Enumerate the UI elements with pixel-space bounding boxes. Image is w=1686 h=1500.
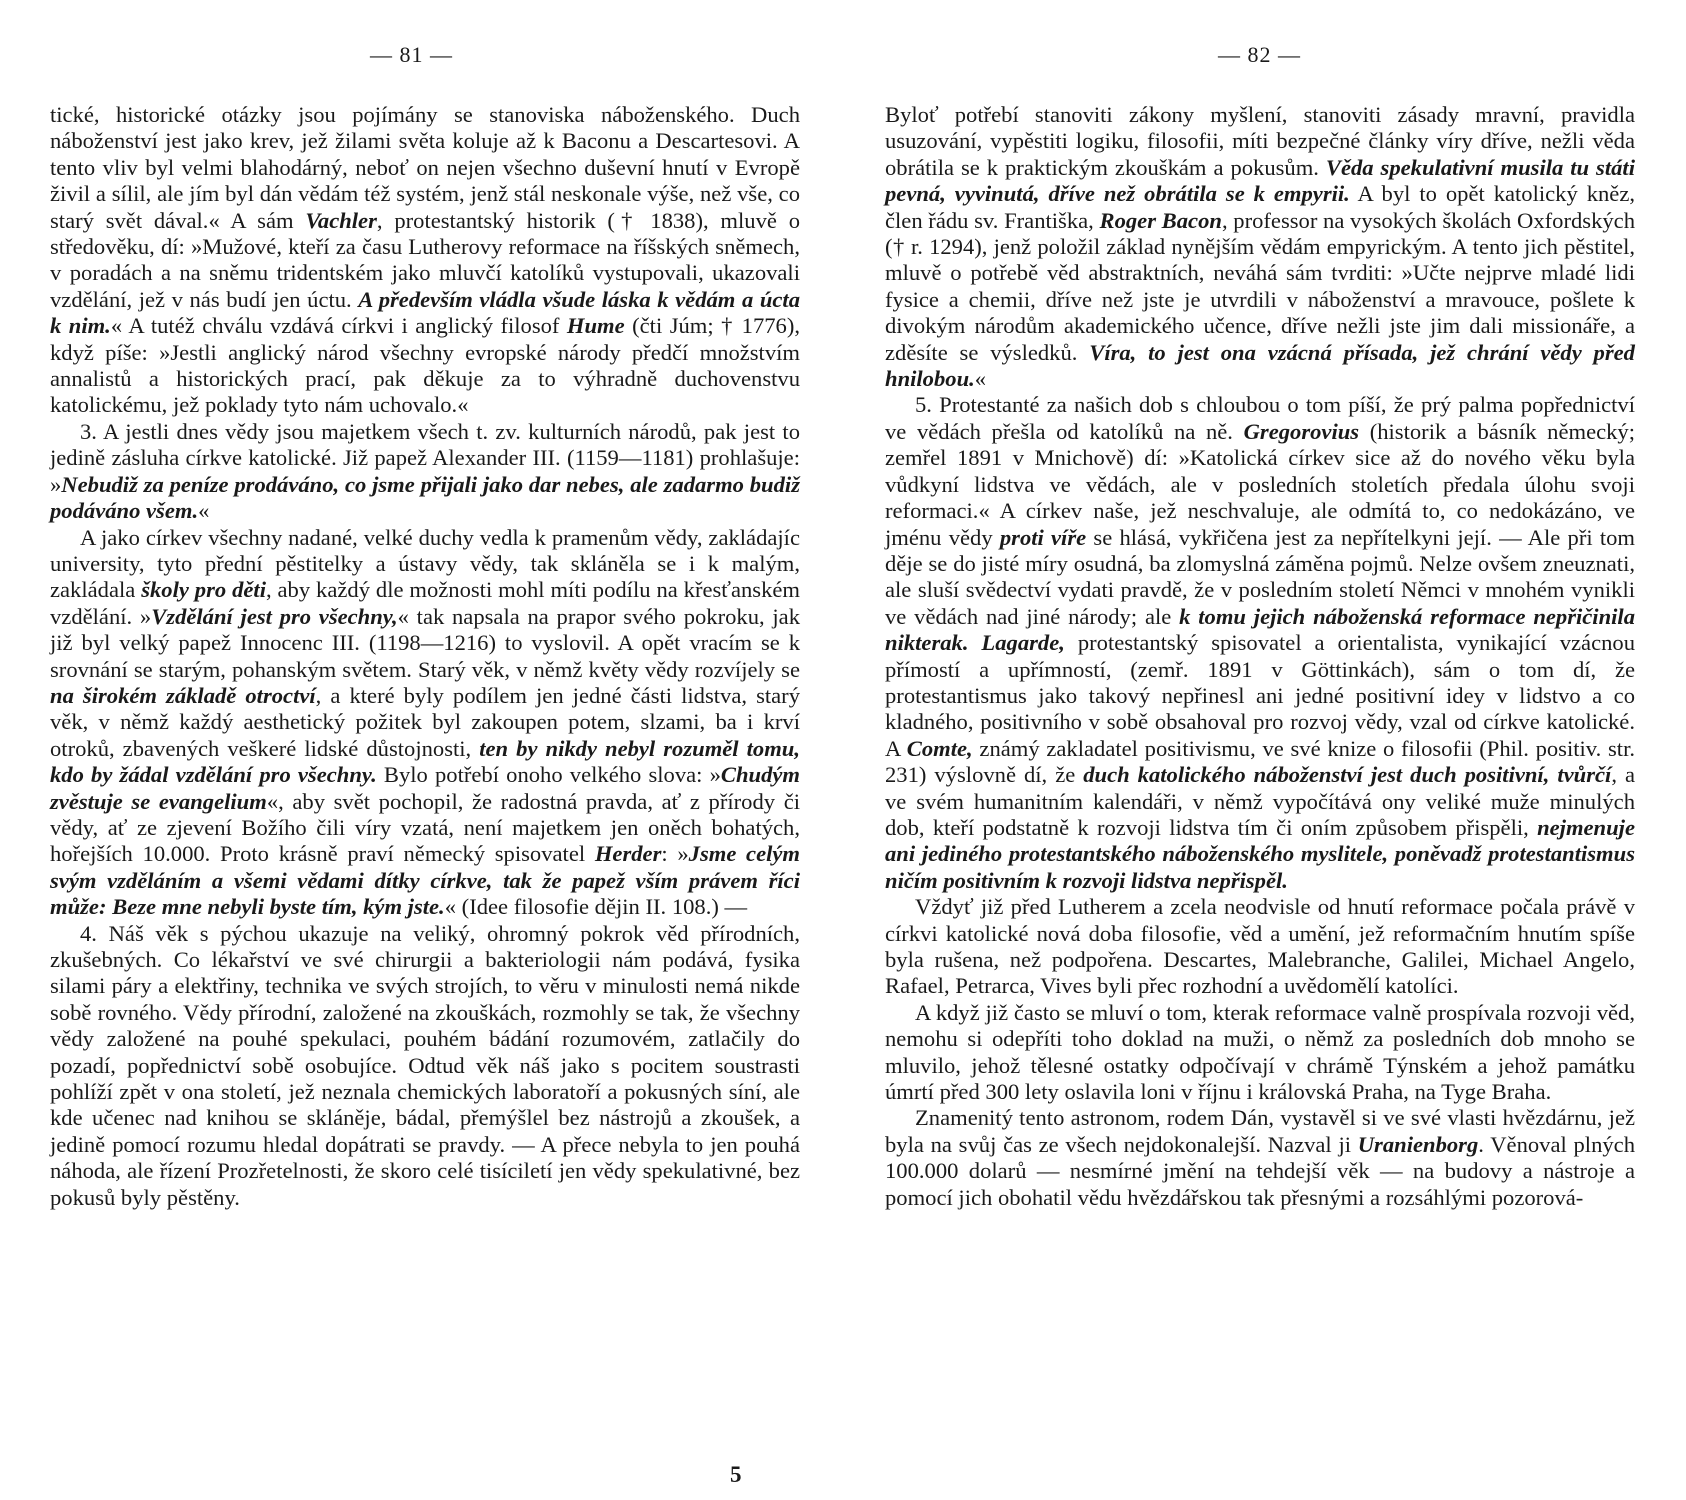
right-page <box>843 0 1686 1500</box>
page-number-left: — 81 — <box>370 42 453 67</box>
text-run: «, aby svět pochopil, že radostná pravda, ať z přírody či vědy, ať ze zjevení Božího čili víry vzatá, není majetkem jen oněch bohatých, hořejších 10.000. Proto krásně praví německý spisovatel <box>50 788 800 867</box>
text-run: (historik a básník německý; zemřel 1891 v Mnichově) dí: »Katolická církev sice až do nového věku byla vůdkyní lidstva ve vědách, ale v posledních stoletích předala úlohu svoji reformaci.« A církev naše, jež neschvaluje, ale odmítá to, co nedokázáno, ve jménu vědy <box>885 418 1635 550</box>
text-run: A byl to opět katolický kněz, člen řádu sv. Františka, <box>885 181 1636 233</box>
text-run: tické, historické otázky jsou pojímány se stanoviska náboženského. Duch náboženství jest jako krev, jež žilami světa koluje až k Baconu a Descartesovi. A tento vliv byl velmi blahodárný, neboť on nejen všechno duševní hnutí v Evropě živil a sílil, ale jím byl dán vědám též systém, jenž stál neskonale výše, než vše, co starý svět dával.« A sám <box>50 102 800 233</box>
text-run: Byloť potřebí stanoviti zákony myšlení, stanoviti zásady mravní, pravidla usuzování, vypěstiti logiku, filosofii, míti bezpečné články víry dříve, nežli věda obrátila se k praktickým zkouškám a pokusům. <box>885 102 1635 180</box>
text-run: protestantský spisovatel a orientalista, vynikající vzácnou přímostí a upřímností, (zemř. 1891 v Göttinkách), sám o tom dí, že protestantismus jako takový nepřinesl ani jedné positivní idey v lidstvo a co kladného, positivního v sobě obsahoval pro rozvoj vědy, vzal od církve katolické. A <box>885 630 1635 761</box>
left-text-column <box>50 102 800 1211</box>
text-run: Bylo potřebí onoho velkého slova: » <box>376 762 721 788</box>
emphasized-text: Uranienborg <box>1357 1131 1479 1157</box>
paragraph <box>885 1000 1635 1106</box>
emphasized-text: Hume <box>566 313 625 339</box>
emphasized-text: k tomu jejich náboženská reformace nepřičinila nikterak. <box>885 603 1635 656</box>
text-run: , professor na vysokých školách Oxfordských († r. 1294), jenž položil základ nynějším vědám empyrickým. A tento jich pěstitel, mluvě o potřebě věd abstraktních, neváhá sám tvrditi: »Učte nejprve mladé lidi fysice a chemii, dříve než jste je utvrdili v náboženství a mravouce, pošlete k divokým národům akademického učence, dříve nežli jste jim dali missionáře, a zděsíte se výsledků. <box>885 207 1635 365</box>
text-run: A jako církev všechny nadané, velké duchy vedla k pramenům vědy, zakládajíc university, tyto přední pěstitelky a ústavy vědy, tak skláněla se i k malým, zakládala <box>50 524 800 603</box>
paragraph <box>885 392 1635 894</box>
emphasized-text: duch katolického náboženství jest duch positivní, tvůrčí <box>1083 762 1612 788</box>
emphasized-text: Roger Bacon <box>1099 207 1222 233</box>
emphasized-text: Věda spekulativní musila tu státi pevná, vyvinutá, dříve než obrátila se k empyrii. <box>885 154 1635 207</box>
text-run: . Věnoval plných 100.000 dolarů — nesmírné jmění na tehdejší věk — na budovy a nástroje a pomocí jich obohatil vědu hvězdářskou tak přesnými a rozsáhlými pozorová- <box>885 1131 1635 1210</box>
emphasized-text: Nebudiž za peníze prodáváno, co jsme přijali jako dar nebes, ale zadarmo budiž podáváno všem. <box>50 471 800 524</box>
text-run: : » <box>661 841 689 867</box>
paragraph <box>50 921 800 1211</box>
text-run: známý zakladatel positivismu, ve své knize o filosofii (Phil. positiv. str. 231) výslovně dí, že <box>885 735 1635 788</box>
emphasized-text: Herder <box>594 841 662 867</box>
emphasized-text: Comte, <box>906 735 973 761</box>
text-run: , a ve svém humanitním kalendáři, v němž vypočítává ony veliké muže minulých dob, kteří podstatně k rozvoji lidstva tím či oním způsobem přispěli, <box>885 762 1635 840</box>
text-run: , aby každý dle možnosti mohl míti podílu na křesťanském vzdělání. » <box>50 577 800 629</box>
text-run: « tak napsala na prapor svého pokroku, jak již byl velký papež Innocenc III. (1198—1216) to vyslovil. A opět vracím se k srovnání se starým, pohanským světem. Starý věk, v němž květy vědy rozvíjely se <box>50 603 800 682</box>
text-run: A když již často se mluví o tom, kterak reformace valně prospívala rozvoji věd, nemohu si odepříti toho doklad na muži, o němž za posledních dob mnoho se mluvilo, jehož tělesné ostatky odpočívají v chrámě Týnském a jehož památku úmrtí před 300 lety oslavila loni v říjnu i královská Praha, na Tyge Braha. <box>885 999 1635 1105</box>
emphasized-text: Víra, to jest ona vzácná přísada, jež chrání vědy před hnilobou. <box>885 339 1635 392</box>
text-run: 4. Náš věk s pýchou ukazuje na veliký, ohromný pokrok věd přírodních, zkušebných. Co lékařství ve své chirurgii a bakteriologii nám podává, fysika silami páry a elektřiny, technika ve svých strojích, to věru v minulosti nemá nikde sobě rovného. Vědy přírodní, založené na zkouškách, rozmohly se tak, že všechny vědy založené na pouhé spekulaci, pouhém bádání rozumovém, zatlačily do pozadí, popřednictví sobě osobujíce. Odtud věk náš jako s pocitem soustrasti pohlíží zpět v ona století, jež neznala chemických laboratoří a pokusných síní, ale kde učenec nad knihou se skláněje, bádal, přemýšlel bez nástrojů a zkoušek, a jedině pomocí rozumu hledal dopátrati se pravdy. — A přece nebyla to jen pouhá náhoda, ale řízení Prozřetelnosti, že skoro celé tisíciletí jen vědy spekulativné, bez pokusů byly pěstěny. <box>50 920 800 1210</box>
text-run: , a které byly podílem jen jedné části lidstva, starý věk, v němž každý aesthetický požitek byl zakoupen potem, slzami, ba i krví otroků, zbavených veškeré lidské důstojnosti, <box>50 682 800 761</box>
emphasized-text: A především vládla všude láska k vědám a úcta k nim. <box>50 286 800 339</box>
emphasized-text: školy pro děti <box>141 577 266 603</box>
emphasized-text: Jsme celým svým vzděláním a všemi vědami dítky církve, tak že papež vším právem říci může: Beze mne nebyli byste tím, kým jste. <box>50 841 800 920</box>
emphasized-text: Gregorovius <box>1243 418 1360 444</box>
text-run: se hlásá, vykřičena jest za nepřítelkyni její. — Ale při tom děje se do jisté míry osudná, ba zlomyslná záměna pojmů. Nelze ovšem zneuznati, ale sluší svědectví vydati pravdě, že v posledním století Němci v mnohém vynikli ve vědách nad jiné národy; ale <box>885 524 1635 629</box>
emphasized-text: Vzdělání jest pro všechny, <box>151 603 398 629</box>
text-run: 3. A jestli dnes vědy jsou majetkem všech t. zv. kulturních národů, pak jest to jedině zásluha církve katolické. Již papež Alexander III. (1159—1181) prohlašuje: » <box>50 418 800 497</box>
emphasized-text: proti víře <box>999 524 1087 550</box>
text-run: , protestantský historik († 1838), mluvě o středověku, dí: »Mužové, kteří za času Lutherovy reformace na říšských sněmech, v poradách a na sněmu tridentském jako mluvčí katolíků vystupovali, ukazovali vzdělání, jež v nás budí jen úctu. <box>50 207 800 312</box>
emphasized-text: Chudým zvěstuje se evangelium <box>50 762 800 814</box>
signature-mark: 5 <box>730 1462 742 1487</box>
paragraph <box>50 419 800 525</box>
emphasized-text: Lagarde, <box>981 630 1065 656</box>
text-run: 5. Protestanté za našich dob s chloubou o tom píší, že prý palma popřednictví ve vědách přešla od katolíků na ně. <box>885 392 1635 444</box>
text-run: « <box>974 366 987 392</box>
page-number-right: — 82 — <box>1218 42 1301 67</box>
text-run: (čti Júm; † 1776), když píše: »Jestli anglický národ všechny evropské národy předčí množstvím annalistů a historických prací, pak děkuje za to výhradně duchovenstvu katolickému, jež poklady tyto nám uchovalo.« <box>50 313 801 418</box>
text-run: « <box>198 498 210 524</box>
paragraph <box>885 894 1635 1000</box>
text-run <box>968 630 981 655</box>
text-run: Vždyť již před Lutherem a zcela neodvisle od hnutí reformace počala právě v církvi katolické nová doba filosofie, věd a umění, jež reformačním hnutím spíše byla rušena, než podpořena. Descartes, Malebranche, Galilei, Michael Angelo, Rafael, Petrarca, Vives byli přec rozhodní a uvědomělí katolíci. <box>885 894 1635 999</box>
emphasized-text: Vachler <box>305 207 377 233</box>
right-text-column <box>885 102 1635 1211</box>
text-run: « (Idee filosofie dějin II. 108.) — <box>444 894 748 920</box>
paragraph <box>50 102 800 419</box>
paragraph <box>885 102 1635 392</box>
emphasized-text: ten by nikdy nebyl rozuměl tomu, kdo by žádal vzdělání pro všechny. <box>50 735 800 788</box>
emphasized-text: na širokém základě otroctví <box>50 682 316 708</box>
emphasized-text: nejmenuje ani jediného protestantského náboženského myslitele, poněvadž protestantismus ničím positivním k rozvoji lidstva nepřispěl. <box>885 814 1635 893</box>
text-run: Znamenitý tento astronom, rodem Dán, vystavěl si ve své vlasti hvězdárnu, jež byla na svůj čas ze všech nejdokonalejší. Nazval ji <box>885 1105 1635 1157</box>
text-run: « A tutéž chválu vzdává církvi i anglický filosof <box>110 313 567 339</box>
paragraph <box>50 525 800 921</box>
paragraph <box>885 1105 1635 1211</box>
